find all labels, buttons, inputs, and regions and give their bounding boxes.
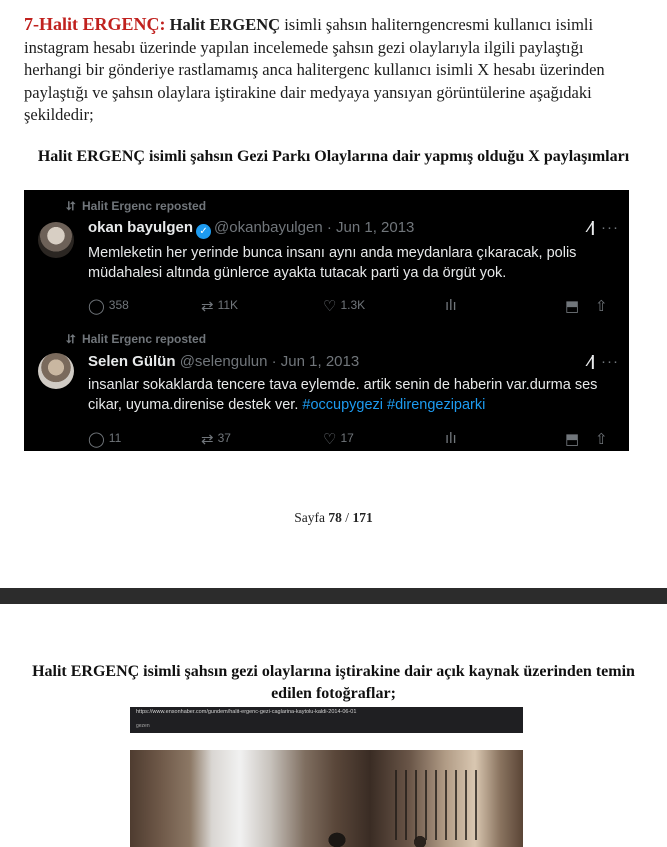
document-page-79 <box>0 604 667 847</box>
like-button[interactable] <box>323 297 365 315</box>
reply-button[interactable] <box>88 297 129 315</box>
browser-url: https://www.ensonhaber.com/gundem/halit-ergenc-gezi-caglarina-kaytolu-kaldi-2014-06-01 <box>136 709 357 715</box>
x-posts-caption: Halit ERGENÇ isimli şahsın Gezi Parkı Olaylarına dair yapmış olduğu X paylaşımları <box>37 148 630 165</box>
tweet-header <box>88 353 359 370</box>
page-separator: / <box>345 510 350 525</box>
repost-icon: ⮃ <box>66 332 76 346</box>
tweet-text <box>88 375 616 415</box>
retweet-count: 11K <box>217 298 239 312</box>
author-name[interactable]: okan bayulgen <box>88 219 194 236</box>
tweet-body: insanlar sokaklarda tencere tava eylemde. artik senin de haberin var.durma ses cikar, uyuma.direnise destek ver. <box>88 377 598 413</box>
retweet-icon: ⇄ <box>201 298 214 315</box>
grok-icon[interactable]: ⁄| <box>588 353 595 370</box>
grok-icon[interactable]: ⁄| <box>588 219 595 236</box>
hashtags-link[interactable]: #occupygezi #direngeziparki <box>302 397 486 413</box>
share-icon: ⇧ <box>595 298 608 315</box>
share-icon: ⇧ <box>595 431 608 448</box>
page-prefix: Sayfa <box>294 510 326 525</box>
views-button[interactable] <box>445 430 461 447</box>
views-icon: ılı <box>445 297 457 314</box>
bookmark-button[interactable] <box>565 297 583 315</box>
handle-date[interactable]: @okanbayulgen · Jun 1, 2013 <box>214 219 415 236</box>
street-photo <box>130 750 523 847</box>
window-bars <box>395 770 485 840</box>
more-icon[interactable]: ··· <box>601 353 619 370</box>
author-name[interactable]: Selen Gülün <box>88 353 176 370</box>
browser-bar <box>130 707 523 733</box>
news-photo-screenshot <box>130 707 523 847</box>
browser-tab: gezen <box>136 723 150 729</box>
reply-count: 11 <box>108 431 122 445</box>
verified-badge-icon: ✓ <box>196 224 211 239</box>
bookmark-icon: ⬒ <box>565 298 580 315</box>
repost-icon: ⮃ <box>66 199 76 213</box>
retweet-count: 37 <box>217 431 231 445</box>
avatar[interactable] <box>38 222 74 258</box>
like-count: 1.3K <box>340 298 366 312</box>
tweet-text <box>88 243 616 283</box>
views-icon: ılı <box>445 430 457 447</box>
repost-indicator <box>66 199 206 214</box>
bookmark-button[interactable] <box>565 430 583 448</box>
page-divider <box>0 588 667 604</box>
repost-label: Halit Ergenc reposted <box>82 332 207 346</box>
tweet-screenshot <box>24 190 629 451</box>
avatar[interactable] <box>38 353 74 389</box>
paragraph-text: isimli şahsın haliterngencresmi kullanıcı isimli instagram hesabı üzerinde yapılan incelemede şahsın gezi olaylarıyla ilgili paylaştığı herhangi bir gönderiye rastlamamış anca halitergenc kullanıcı isimli X hesabı üzerinden paylaştığı ve şahsın olaylara iştirakine dair medyaya yansıyan görüntülerine aşağıdaki şekildedir; <box>24 15 605 124</box>
repost-label: Halit Ergenc reposted <box>82 199 207 213</box>
reply-icon: ◯ <box>88 298 105 315</box>
reply-button[interactable] <box>88 430 121 448</box>
reply-icon: ◯ <box>88 431 105 448</box>
section-heading: 7-Halit ERGENÇ: <box>24 14 166 34</box>
share-button[interactable] <box>595 297 612 315</box>
retweet-icon: ⇄ <box>201 431 214 448</box>
reply-count: 358 <box>108 298 129 312</box>
photos-caption: Halit ERGENÇ isimli şahsın gezi olaylarına iştirakine dair açık kaynak üzerinden temin edilen fotoğraflar; <box>32 663 635 702</box>
section-paragraph <box>24 13 644 127</box>
tweet-body: Memleketin her yerinde bunca insanı aynı anda meydanlara çıkaracak, polis müdahalesi altında günlerce ayakta tutacak parti ya da örgüt yok. <box>88 245 577 281</box>
retweet-button[interactable] <box>201 430 231 448</box>
tweet-header <box>88 219 414 239</box>
like-icon: ♡ <box>323 298 337 315</box>
share-button[interactable] <box>595 430 612 448</box>
like-button[interactable] <box>323 430 354 448</box>
like-icon: ♡ <box>323 431 337 448</box>
like-count: 17 <box>340 431 354 445</box>
page-total: 171 <box>352 510 373 525</box>
retweet-button[interactable] <box>201 297 238 315</box>
more-icon[interactable]: ··· <box>601 219 619 236</box>
subject-name: Halit ERGENÇ <box>169 15 281 34</box>
views-button[interactable] <box>445 297 461 314</box>
repost-indicator <box>66 332 206 347</box>
page-number <box>0 510 667 526</box>
bookmark-icon: ⬒ <box>565 431 580 448</box>
handle-date[interactable]: @selengulun · Jun 1, 2013 <box>179 353 360 370</box>
page-current: 78 <box>328 510 342 525</box>
